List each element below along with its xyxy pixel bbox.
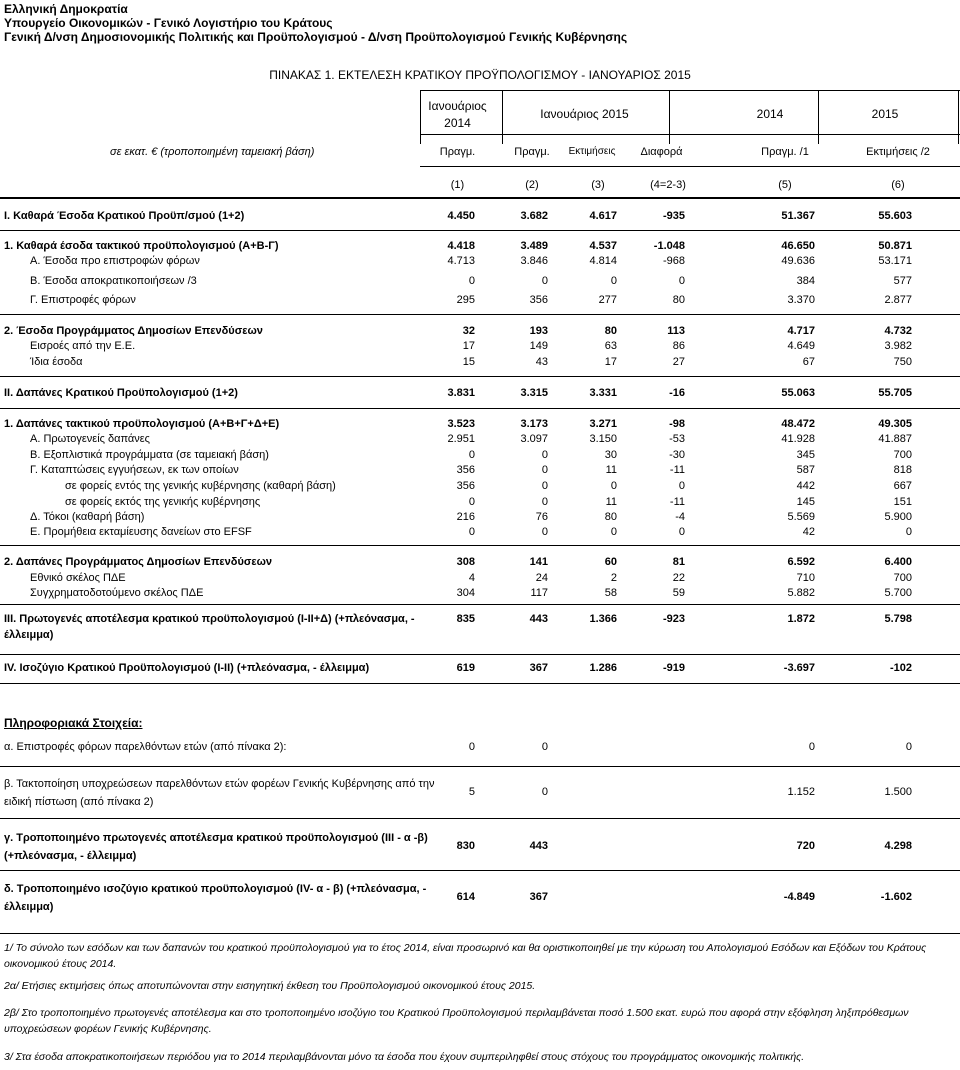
cell-value: 3.682 xyxy=(520,210,548,222)
sub-col-1: Πραγμ. xyxy=(439,146,476,158)
cell-value: 4.537 xyxy=(589,240,617,252)
row-border xyxy=(0,408,960,409)
cell-value: -935 xyxy=(662,210,685,222)
row-label: σε φορείς εκτός της γενικής κυβέρνησης xyxy=(65,496,261,508)
cell-value: 442 xyxy=(796,480,815,492)
cell-value: 356 xyxy=(529,294,548,306)
cell-value: 58 xyxy=(604,587,617,599)
header-group-border xyxy=(420,134,960,135)
cell-value: 193 xyxy=(529,325,548,337)
footnote-1: 1/ Το σύνολο των εσόδων και των δαπανών του κρατικού προϋπολογισμού για το έτος 2014, είναι προσωρινό και θα οριστικοποιηθεί με την κύρωση του Απολογισμού Εσόδων και Εξόδων του Κράτους οικονομικού έτους 2014. xyxy=(4,942,927,970)
cell-value: 24 xyxy=(535,572,548,584)
cell-value: 0 xyxy=(541,275,548,287)
cell-value: 2.951 xyxy=(447,433,475,445)
sub-col-5: Πραγμ. /1 xyxy=(761,146,809,158)
header-line3: Γενική Δ/νση Δημοσιονομικής Πολιτικής και Προϋπολογισμού - Δ/νση Προϋπολογισμού Γενικής Κυβέρνησης xyxy=(4,30,628,44)
cell-value: 2.877 xyxy=(884,294,912,306)
info-value: 0 xyxy=(905,741,912,753)
cell-value: 710 xyxy=(796,572,815,584)
cell-value: 384 xyxy=(796,275,815,287)
cell-value: 4.732 xyxy=(884,325,912,337)
cell-value: 53.171 xyxy=(878,255,912,267)
cell-value: 30 xyxy=(604,449,617,461)
row-label: 1. Δαπάνες τακτικού προϋπολογισμού (Α+Β+Γ+Δ+Ε) xyxy=(4,418,280,430)
cell-value: 3.271 xyxy=(589,418,617,430)
cell-value: 0 xyxy=(678,480,685,492)
col-group-2014: 2014 xyxy=(756,107,784,121)
cell-value: -1.048 xyxy=(653,240,685,252)
footnote-2b: 2β/ Στο τροποποιημένο πρωτογενές αποτέλεσμα και στο τροποποιημένο ισοζύγιο του Κρατικού Προϋπολογισμού περιλαμβάνεται ποσό 1.500 εκατ. ευρώ που αφορά στην εξόφληση ληξιπρόθεσμων υποχρεώσεων φορέων Γενικής Κυβέρνησης. xyxy=(4,1007,909,1035)
info-value: 0 xyxy=(468,741,475,753)
cell-value: 4.617 xyxy=(589,210,617,222)
num-col-4: (4=2-3) xyxy=(650,179,686,191)
col-group-2015: 2015 xyxy=(871,107,899,121)
cell-value: 5.700 xyxy=(884,587,912,599)
row-label: Γ. Επιστροφές φόρων xyxy=(30,294,136,306)
cell-value: 27 xyxy=(672,356,685,368)
cell-value: 80 xyxy=(604,325,617,337)
cell-value: 3.489 xyxy=(520,240,548,252)
footnotes-border xyxy=(0,933,960,934)
info-heading: Πληροφοριακά Στοιχεία: xyxy=(4,716,143,730)
cell-value: 0 xyxy=(610,526,617,538)
cell-value: 216 xyxy=(456,511,475,523)
cell-value: 55.603 xyxy=(878,210,912,222)
cell-value: 0 xyxy=(678,526,685,538)
info-value: 367 xyxy=(529,891,548,903)
cell-value: 80 xyxy=(604,511,617,523)
cell-value: 51.367 xyxy=(781,210,815,222)
row-label: Εισροές από την Ε.Ε. xyxy=(30,340,136,352)
num-col-2: (2) xyxy=(525,179,539,191)
cell-value: 17 xyxy=(604,356,617,368)
cell-value: 46.650 xyxy=(781,240,815,252)
cell-value: 0 xyxy=(610,275,617,287)
cell-value: 0 xyxy=(905,526,912,538)
cell-value: -30 xyxy=(669,449,685,461)
col-group-jan2014-line2: 2014 xyxy=(444,116,471,130)
cell-value: -102 xyxy=(889,662,912,674)
info-value: 0 xyxy=(541,786,548,798)
info-value: 720 xyxy=(796,840,815,852)
row-border xyxy=(0,314,960,315)
header-vline-4 xyxy=(818,90,819,144)
row-label-cont: έλλειμμα) xyxy=(4,629,54,641)
info-value: 0 xyxy=(541,741,548,753)
cell-value: 3.831 xyxy=(447,387,475,399)
num-col-1: (1) xyxy=(450,179,465,191)
unit-label: σε εκατ. € (τροποποιημένη ταμειακή βάση) xyxy=(110,146,315,158)
row-label: 2. Έσοδα Προγράμματος Δημοσίων Επενδύσεων xyxy=(4,325,263,337)
row-label: ΙΙΙ. Πρωτογενές αποτέλεσμα κρατικού προϋπολογισμού (Ι-ΙΙ+Δ) (+πλεόνασμα, - xyxy=(4,613,415,625)
cell-value: 17 xyxy=(462,340,475,352)
row-label: Ε. Προμήθεια εκταμίευσης δανείων στο EFSF xyxy=(30,526,252,538)
cell-value: 587 xyxy=(796,464,815,476)
row-label: Β. Εξοπλιστικά προγράμματα (σε ταμειακή βάση) xyxy=(30,449,269,461)
footnote-2a: 2α/ Ετήσιες εκτιμήσεις όπως αποτυπώνονται στην εισηγητική έκθεση του Προϋπολογισμού οικονομικού έτους 2015. xyxy=(4,980,536,992)
cell-value: 3.315 xyxy=(520,387,548,399)
row-label: 1. Καθαρά έσοδα τακτικού προϋπολογισμού (Α+Β-Γ) xyxy=(4,240,279,252)
cell-value: 0 xyxy=(541,526,548,538)
header-vline-2 xyxy=(502,90,503,144)
cell-value: -919 xyxy=(662,662,685,674)
footnote-3: 3/ Στα έσοδα αποκρατικοποιήσεων περιόδου για το 2014 περιλαμβάνονται μόνο τα έσοδα που έχουν συμπεριληφθεί στους στόχους του προγράμματος οικονομικής πολιτικής. xyxy=(4,1051,805,1063)
row-label: IV. Ισοζύγιο Κρατικού Προϋπολογισμού (Ι-ΙΙ) (+πλεόνασμα, - έλλειμμα) xyxy=(4,662,370,674)
cell-value: 4 xyxy=(468,572,475,584)
header-vline-3 xyxy=(669,90,670,144)
num-col-6: (6) xyxy=(891,179,905,191)
cell-value: 141 xyxy=(529,556,548,568)
cell-value: 619 xyxy=(456,662,475,674)
row-border xyxy=(0,545,960,546)
row-label: Εθνικό σκέλος ΠΔΕ xyxy=(30,572,126,584)
info-value: 443 xyxy=(529,840,548,852)
cell-value: 818 xyxy=(893,464,912,476)
cell-value: 356 xyxy=(456,464,475,476)
cell-value: 151 xyxy=(893,496,912,508)
row-label: Α. Πρωτογενείς δαπάνες xyxy=(30,433,150,445)
info-label-cont: ειδική πίστωση (από πίνακα 2) xyxy=(4,796,154,808)
cell-value: 5.798 xyxy=(884,613,912,625)
row-label: Γ. Καταπτώσεις εγγυήσεων, εκ των οποίων xyxy=(30,464,239,476)
info-label-cont: (+πλεόνασμα, - έλλειμμα) xyxy=(4,850,137,862)
row-label: ΙΙ. Δαπάνες Κρατικού Προϋπολογισμού (1+2) xyxy=(4,387,238,399)
header-vline-1 xyxy=(420,90,421,144)
cell-value: 41.887 xyxy=(878,433,912,445)
cell-value: 0 xyxy=(468,449,475,461)
cell-value: -16 xyxy=(669,387,685,399)
cell-value: 0 xyxy=(541,464,548,476)
cell-value: 0 xyxy=(541,449,548,461)
cell-value: 577 xyxy=(893,275,912,287)
info-border xyxy=(0,818,960,819)
row-border xyxy=(0,604,960,605)
page-title: ΠΙΝΑΚΑΣ 1. ΕΚΤΕΛΕΣΗ ΚΡΑΤΙΚΟΥ ΠΡΟΫΠΟΛΟΓΙΣΜΟΥ - ΙΑΝΟΥΑΡΙΟΣ 2015 xyxy=(269,68,691,82)
sub-col-2: Πραγμ. xyxy=(514,146,550,158)
cell-value: 835 xyxy=(456,613,475,625)
cell-value: 4.418 xyxy=(447,240,475,252)
cell-value: 4.717 xyxy=(787,325,815,337)
cell-value: 11 xyxy=(605,464,617,476)
cell-value: 60 xyxy=(604,556,617,568)
cell-value: -4 xyxy=(675,511,685,523)
cell-value: 55.063 xyxy=(781,387,815,399)
col-group-jan2015: Ιανουάριος 2015 xyxy=(540,107,629,121)
cell-value: 1.286 xyxy=(589,662,617,674)
sub-col-6: Εκτιμήσεις /2 xyxy=(866,146,930,158)
cell-value: 0 xyxy=(610,480,617,492)
row-border xyxy=(0,654,960,655)
info-label: γ. Τροποποιημένο πρωτογενές αποτέλεσμα κρατικού προϋπολογισμού (ΙΙΙ - α -β) xyxy=(4,832,428,844)
cell-value: -53 xyxy=(669,433,685,445)
cell-value: 43 xyxy=(535,356,548,368)
cell-value: 117 xyxy=(530,587,548,599)
info-label-cont: έλλειμμα) xyxy=(4,901,54,913)
cell-value: 50.871 xyxy=(878,240,912,252)
info-value: 4.298 xyxy=(884,840,912,852)
header-line2: Υπουργείο Οικονομικών - Γενικό Λογιστήριο του Κράτους xyxy=(4,16,333,30)
cell-value: 80 xyxy=(672,294,685,306)
cell-value: 5.900 xyxy=(884,511,912,523)
header-line1: Ελληνική Δημοκρατία xyxy=(4,2,128,16)
cell-value: 750 xyxy=(893,356,912,368)
row-border xyxy=(0,683,960,684)
cell-value: 4.814 xyxy=(589,255,617,267)
cell-value: 49.636 xyxy=(781,255,815,267)
cell-value: 4.649 xyxy=(787,340,815,352)
info-label: β. Τακτοποίηση υποχρεώσεων παρελθόντων ετών φορέων Γενικής Κυβέρνησης από την xyxy=(4,778,435,790)
cell-value: 86 xyxy=(672,340,685,352)
info-label: α. Επιστροφές φόρων παρελθόντων ετών (από πίνακα 2): xyxy=(4,741,287,753)
cell-value: 0 xyxy=(541,496,548,508)
cell-value: 700 xyxy=(893,449,912,461)
cell-value: 5.569 xyxy=(787,511,815,523)
cell-value: 3.173 xyxy=(520,418,548,430)
info-value: 5 xyxy=(468,786,475,798)
cell-value: 3.846 xyxy=(520,255,548,267)
cell-value: 700 xyxy=(893,572,912,584)
cell-value: 295 xyxy=(456,294,475,306)
cell-value: 277 xyxy=(598,294,617,306)
cell-value: 63 xyxy=(604,340,617,352)
cell-value: 304 xyxy=(456,587,475,599)
cell-value: 22 xyxy=(672,572,685,584)
cell-value: 3.370 xyxy=(787,294,815,306)
cell-value: 443 xyxy=(529,613,548,625)
cell-value: 3.331 xyxy=(589,387,617,399)
row-label: Ίδια έσοδα xyxy=(30,356,83,368)
cell-value: 55.705 xyxy=(878,387,912,399)
info-value: 830 xyxy=(456,840,475,852)
col-group-jan2014-line1: Ιανουάριος xyxy=(428,99,487,113)
cell-value: -968 xyxy=(662,255,685,267)
cell-value: 76 xyxy=(535,511,548,523)
cell-value: -11 xyxy=(669,496,685,508)
header-sub-border xyxy=(420,166,960,167)
cell-value: 3.523 xyxy=(447,418,475,430)
info-value: 1.500 xyxy=(884,786,912,798)
info-value: 1.152 xyxy=(787,786,815,798)
cell-value: -3.697 xyxy=(783,662,815,674)
cell-value: 15 xyxy=(462,356,475,368)
cell-value: 59 xyxy=(672,587,685,599)
cell-value: 367 xyxy=(529,662,548,674)
cell-value: 308 xyxy=(456,556,475,568)
cell-value: 67 xyxy=(802,356,815,368)
cell-value: 1.366 xyxy=(589,613,617,625)
cell-value: 3.982 xyxy=(884,340,912,352)
cell-value: 4.450 xyxy=(447,210,475,222)
row-label: Α. Έσοδα προ επιστροφών φόρων xyxy=(30,255,200,267)
cell-value: 2 xyxy=(610,572,617,584)
row-label: Β. Έσοδα αποκρατικοποιήσεων /3 xyxy=(30,275,197,287)
cell-value: 41.928 xyxy=(781,433,815,445)
cell-value: 11 xyxy=(605,496,617,508)
row-border xyxy=(0,376,960,377)
info-value: 614 xyxy=(456,891,475,903)
row-label: 2. Δαπάνες Προγράμματος Δημοσίων Επενδύσεων xyxy=(4,556,272,568)
info-border xyxy=(0,766,960,767)
cell-value: 6.400 xyxy=(884,556,912,568)
cell-value: 356 xyxy=(456,480,475,492)
cell-value: 1.872 xyxy=(787,613,815,625)
cell-value: 32 xyxy=(462,325,475,337)
row-label: Δ. Τόκοι (καθαρή βάση) xyxy=(30,511,145,523)
cell-value: 0 xyxy=(468,275,475,287)
row-border xyxy=(0,230,960,231)
header-top-border xyxy=(420,90,960,91)
cell-value: 48.472 xyxy=(781,418,815,430)
cell-value: 81 xyxy=(672,556,685,568)
cell-value: 6.592 xyxy=(787,556,815,568)
sub-col-3: Εκτιμήσεις xyxy=(568,146,616,157)
info-value: 0 xyxy=(808,741,815,753)
info-value: -4.849 xyxy=(783,891,815,903)
num-col-3: (3) xyxy=(591,179,605,191)
cell-value: 0 xyxy=(468,496,475,508)
cell-value: 5.882 xyxy=(787,587,815,599)
cell-value: 0 xyxy=(541,480,548,492)
header-vline-5 xyxy=(958,90,959,144)
info-value: -1.602 xyxy=(880,891,912,903)
cell-value: 113 xyxy=(667,325,685,337)
cell-value: -923 xyxy=(662,613,685,625)
row-label: Ι. Καθαρά Έσοδα Κρατικού Προϋπ/σμού (1+2) xyxy=(4,210,245,222)
cell-value: 42 xyxy=(802,526,815,538)
cell-value: 667 xyxy=(893,480,912,492)
cell-value: 3.097 xyxy=(520,433,548,445)
cell-value: -11 xyxy=(669,464,685,476)
cell-value: 3.150 xyxy=(589,433,617,445)
cell-value: 4.713 xyxy=(447,255,475,267)
sub-col-4: Διαφορά xyxy=(640,146,683,158)
cell-value: 0 xyxy=(468,526,475,538)
cell-value: 0 xyxy=(678,275,685,287)
num-col-5: (5) xyxy=(778,179,792,191)
cell-value: 145 xyxy=(796,496,815,508)
info-label: δ. Τροποποιημένο ισοζύγιο κρατικού προϋπολογισμού (IV- α - β) (+πλεόνασμα, - xyxy=(4,883,427,895)
info-border xyxy=(0,870,960,871)
cell-value: 49.305 xyxy=(878,418,912,430)
cell-value: 149 xyxy=(529,340,548,352)
row-label: Συγχρηματοδοτούμενο σκέλος ΠΔΕ xyxy=(30,587,204,599)
cell-value: -98 xyxy=(669,418,685,430)
cell-value: 345 xyxy=(796,449,815,461)
row-label: σε φορείς εντός της γενικής κυβέρνησης (καθαρή βάση) xyxy=(65,480,336,492)
header-bottom-border xyxy=(0,197,960,199)
